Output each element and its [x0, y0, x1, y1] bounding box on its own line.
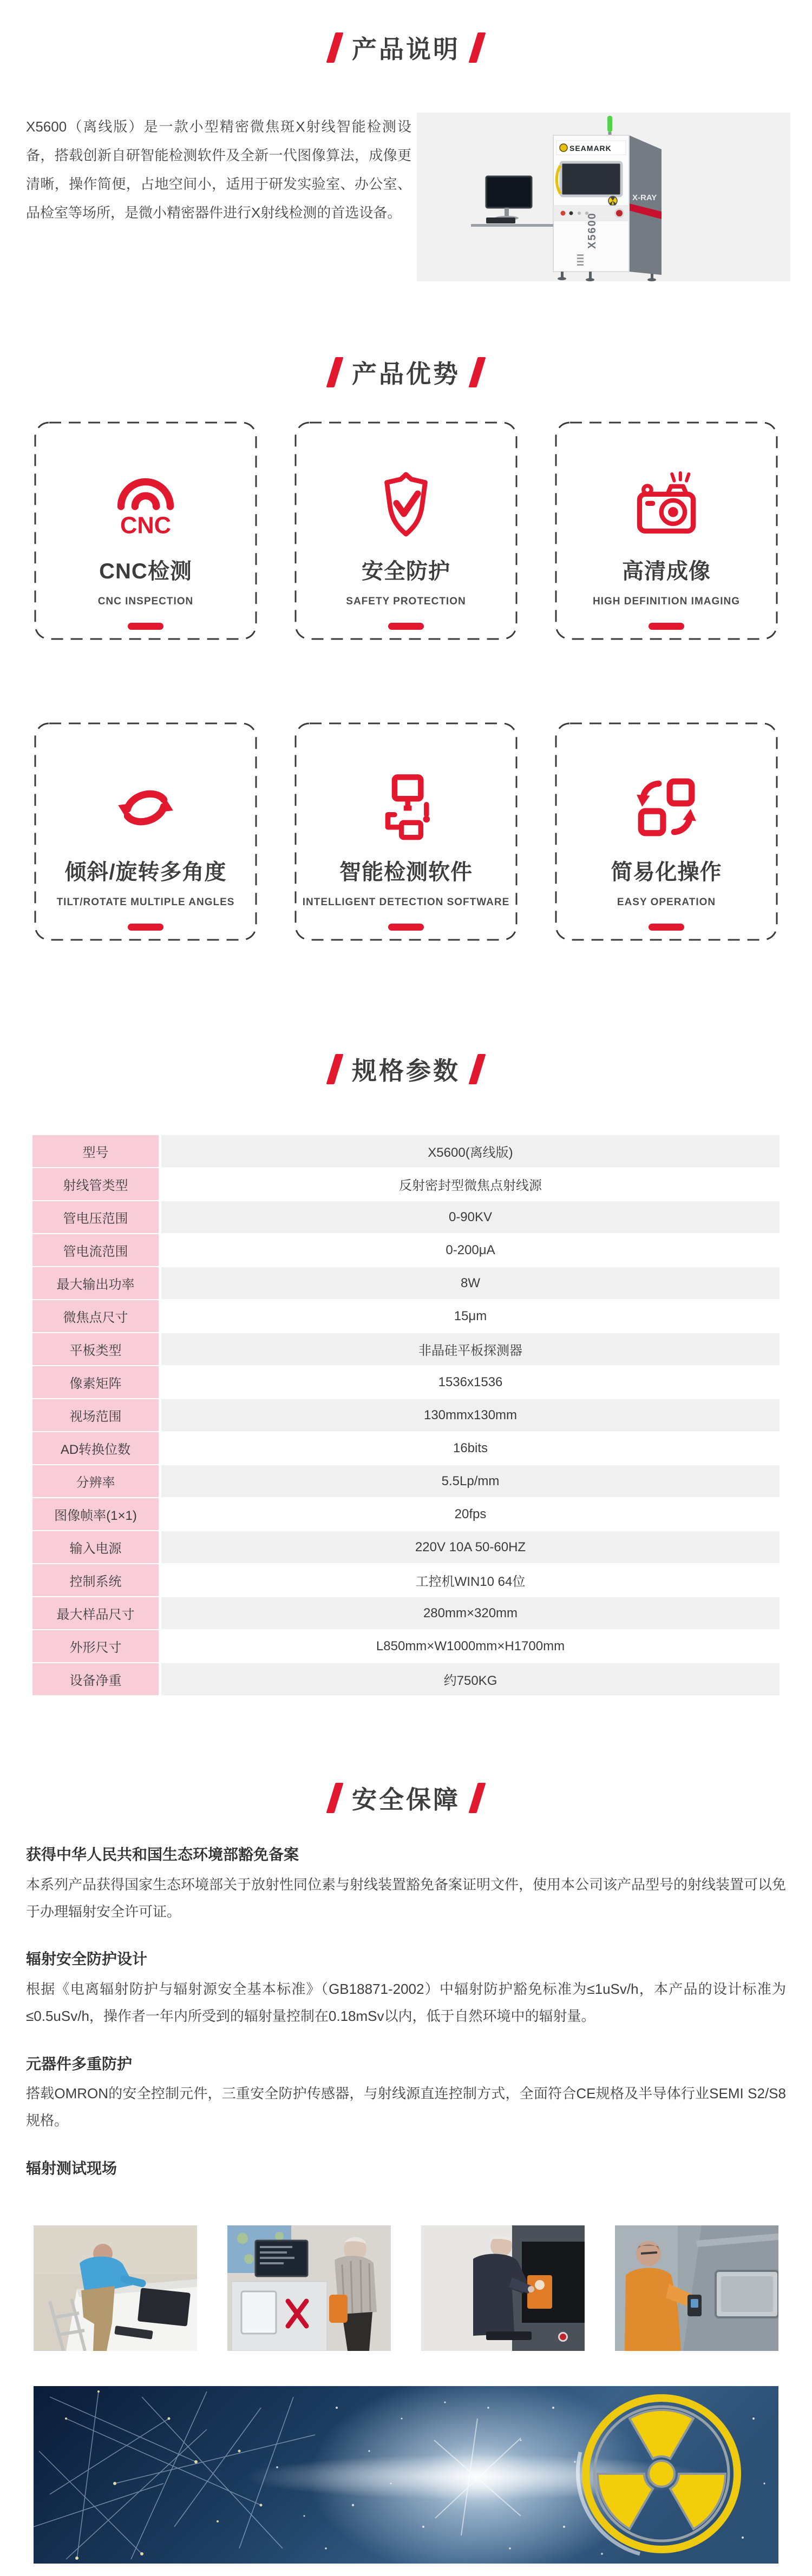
spec-row-dimensions: [32, 1630, 780, 1662]
card-title: CNC检测: [99, 559, 192, 583]
spec-row-net-weight: [32, 1663, 780, 1695]
dashed-border: [34, 722, 258, 941]
dashed-border: [294, 421, 518, 641]
xray-technology-banner: [34, 2386, 778, 2564]
spec-label: 管电压范围: [32, 1201, 159, 1233]
spec-row-resolution: [32, 1465, 780, 1497]
section-header-product-advantages: [0, 355, 812, 390]
card-subtitle: CNC INSPECTION: [97, 596, 194, 607]
spec-label: 型号: [32, 1135, 159, 1167]
spec-row-current: [32, 1234, 780, 1266]
radiation-badge-icon: [608, 196, 617, 206]
banner-illustration: [34, 2386, 778, 2564]
spec-label: 管电流范围: [32, 1234, 159, 1266]
section-header-safety-guarantee: [0, 1781, 812, 1815]
monitor: [486, 176, 532, 208]
dashed-border: [34, 421, 258, 641]
machine-window: [561, 162, 621, 196]
spec-value: X5600(离线版): [161, 1135, 780, 1167]
machine-side-label: X-RAY: [632, 193, 657, 202]
spec-value: 220V 10A 50-60HZ: [161, 1531, 780, 1563]
card-title: 倾斜/旋转多角度: [64, 860, 227, 884]
spec-label: 像素矩阵: [32, 1366, 159, 1398]
radiation-test-site-photos: [0, 2225, 812, 2351]
spec-row-frame-rate: [32, 1498, 780, 1530]
spec-value: 0-200μA: [161, 1234, 780, 1266]
section-title: 安全保障: [352, 1786, 460, 1814]
safety-block-heading: 获得中华人民共和国生态环境部豁免备案: [26, 1846, 299, 1863]
spec-value: 8W: [161, 1267, 780, 1299]
advantage-card-cnc: [34, 421, 258, 641]
red-slash-icon: [326, 32, 343, 63]
site-photo-4: [615, 2225, 778, 2351]
card-title: 安全防护: [362, 559, 450, 583]
spec-value: 15μm: [161, 1300, 780, 1332]
red-slash-icon: [468, 1054, 486, 1084]
spec-value: 非晶硅平板探测器: [161, 1333, 780, 1365]
section-header-specifications: [0, 1052, 812, 1086]
spec-row-control-system: [32, 1564, 780, 1596]
dashed-border: [294, 722, 518, 941]
site-photo-1: [34, 2225, 197, 2351]
safety-block-body: 根据《电离辐射防护与辐射源安全基本标准》（GB18871-2002）中辐射防护豁免标准为≤1uSv/h，本产品的设计标准为≤0.5uSv/h，操作者一年内所受到的辐射量控制在0.18mSv以内，低于自然环境中的辐射量。: [26, 1981, 786, 2024]
red-slash-icon: [468, 32, 486, 63]
spec-value: 约750KG: [161, 1663, 780, 1695]
spec-label: 视场范围: [32, 1399, 159, 1431]
section-title: 产品优势: [352, 360, 460, 388]
card-subtitle: INTELLIGENT DETECTION SOFTWARE: [302, 897, 510, 908]
dashed-border: [554, 421, 778, 641]
machine-brand: SEAMARK: [569, 144, 612, 153]
spec-value: 20fps: [161, 1498, 780, 1530]
spec-value: 130mmx130mm: [161, 1399, 780, 1431]
spec-label: 分辨率: [32, 1465, 159, 1497]
spec-label: 图像帧率(1×1): [32, 1498, 159, 1530]
spec-table: [32, 1135, 780, 1695]
spec-label: 最大输出功率: [32, 1267, 159, 1299]
section-title: 规格参数: [352, 1057, 460, 1085]
spec-value: L850mm×W1000mm×H1700mm: [161, 1630, 780, 1662]
card-subtitle: EASY OPERATION: [617, 897, 716, 908]
card-subtitle: HIGH DEFINITION IMAGING: [592, 596, 741, 607]
red-slash-icon: [326, 357, 343, 387]
spec-value: 1536x1536: [161, 1366, 780, 1398]
safety-block-body: 本系列产品获得国家生态环境部关于放射性同位素与射线装置豁免备案证明文件，使用本公司该产品型号的射线装置可以免于办理辐射安全许可证。: [26, 1876, 787, 1920]
red-slash-icon: [468, 357, 486, 387]
emergency-stop-button: [616, 210, 623, 216]
product-description-text: X5600（离线版）是一款小型精密微焦斑X射线智能检测设备，搭载创新自研智能检测软件及全新一代图像算法，成像更清晰，操作简便，占地空间小，适用于研发实验室、办公室、品检室等场所，是微小精密器件进行X射线检测的首选设备。: [26, 118, 411, 221]
site-photo-3: [421, 2225, 585, 2351]
section-title: 产品说明: [352, 35, 460, 63]
xray-machine-illustration: [417, 113, 790, 281]
spec-row-voltage: [32, 1201, 780, 1233]
advantage-card-safety: [294, 421, 518, 641]
spec-value: 5.5Lp/mm: [161, 1465, 780, 1497]
spec-row-power-input: [32, 1531, 780, 1563]
spec-label: 设备净重: [32, 1663, 159, 1695]
spec-value: 反射密封型微焦点射线源: [161, 1168, 780, 1200]
advantage-card-imaging: [554, 421, 778, 641]
spec-label: 最大样品尺寸: [32, 1597, 159, 1629]
product-photo-x5600: [417, 113, 790, 281]
safety-text-blocks: [26, 1846, 786, 2178]
card-title: 智能检测软件: [339, 860, 473, 884]
spec-row-panel-type: [32, 1333, 780, 1365]
advantage-cards-row-2: [0, 722, 812, 941]
spec-value: 16bits: [161, 1432, 780, 1464]
card-title: 高清成像: [622, 559, 711, 583]
signal-tower-light: [607, 116, 612, 132]
spec-label: 输入电源: [32, 1531, 159, 1563]
spec-label: AD转换位数: [32, 1432, 159, 1464]
keyboard: [486, 218, 515, 223]
card-subtitle: TILT/ROTATE MULTIPLE ANGLES: [56, 897, 235, 908]
site-photo-2: [227, 2225, 391, 2351]
svg-text:CNC: CNC: [120, 512, 172, 539]
spec-label: 外形尺寸: [32, 1630, 159, 1662]
spec-row-pixel-matrix: [32, 1366, 780, 1398]
spec-label: 控制系统: [32, 1564, 159, 1596]
spec-row-field-of-view: [32, 1399, 780, 1431]
advantage-card-easy-operation: [554, 722, 778, 941]
card-subtitle: SAFETY PROTECTION: [346, 596, 466, 607]
safety-block-heading: 辐射测试现场: [26, 2160, 117, 2177]
spec-value: 280mm×320mm: [161, 1597, 780, 1629]
spec-value: 工控机WIN10 64位: [161, 1564, 780, 1596]
spec-row-model: [32, 1135, 780, 1167]
spec-row-max-sample-size: [32, 1597, 780, 1629]
spec-row-focal-spot: [32, 1300, 780, 1332]
red-slash-icon: [468, 1783, 486, 1813]
safety-block-heading: 辐射安全防护设计: [26, 1951, 148, 1968]
spec-label: 射线管类型: [32, 1168, 159, 1200]
spec-label: 微焦点尺寸: [32, 1300, 159, 1332]
advantage-card-software: [294, 722, 518, 941]
safety-block-heading: 元器件多重防护: [26, 2055, 133, 2072]
spec-label: 平板类型: [32, 1333, 159, 1365]
intro-row: [0, 113, 812, 281]
red-slash-icon: [326, 1054, 343, 1084]
machine-model: X5600: [586, 212, 598, 249]
spec-row-max-power: [32, 1267, 780, 1299]
spec-row-tube-type: [32, 1168, 780, 1200]
dashed-border: [554, 722, 778, 941]
advantage-card-rotation: [34, 722, 258, 941]
spec-row-ad-bits: [32, 1432, 780, 1464]
brand-logo-icon: [560, 144, 567, 151]
red-slash-icon: [326, 1783, 343, 1813]
section-header-product-description: [0, 30, 812, 65]
card-title: 简易化操作: [611, 860, 722, 884]
safety-block-body: 搭载OMRON的安全控制元件，三重安全防护传感器，与射线源直连控制方式，全面符合CE规格及半导体行业SEMI S2/S8规格。: [26, 2085, 786, 2129]
advantage-cards-row-1: [0, 421, 812, 641]
spec-value: 0-90KV: [161, 1201, 780, 1233]
